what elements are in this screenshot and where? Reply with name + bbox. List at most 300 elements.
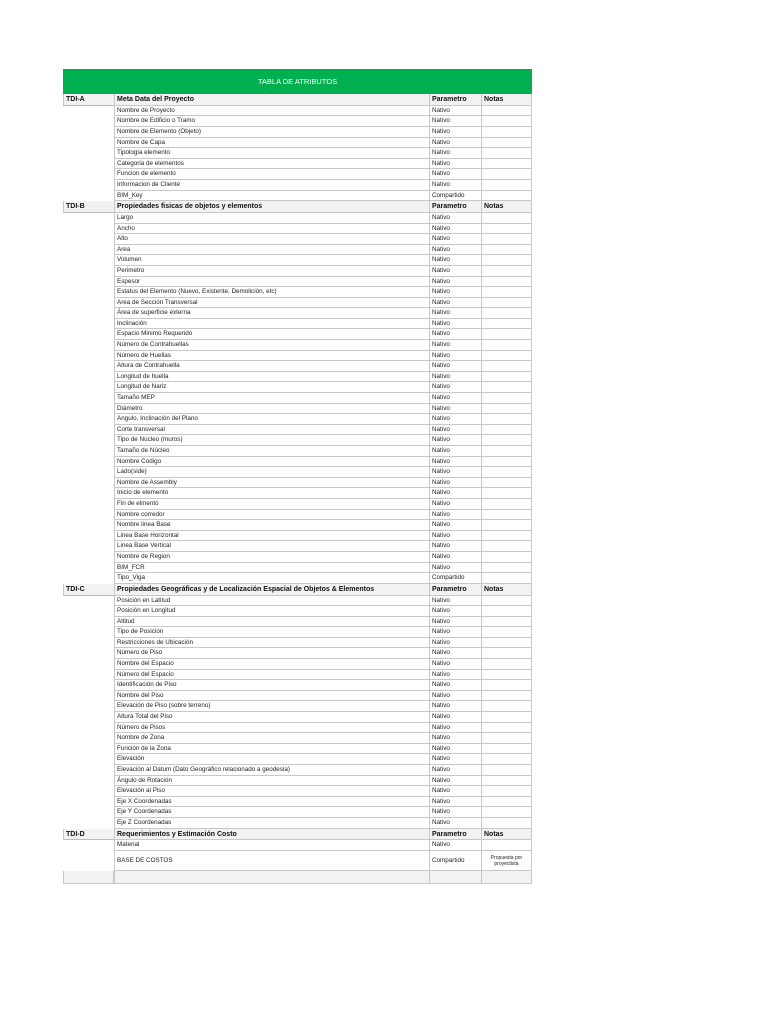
attribute-name: Espacio Minimo Requerido <box>114 329 429 340</box>
attribute-name: Linea Base Vertical <box>114 541 429 552</box>
attribute-name: Fin de elmento <box>114 499 429 510</box>
table-row <box>63 319 532 330</box>
attribute-name: Tamaño de Núcleo <box>114 446 429 457</box>
attribute-name: Altura de Contrahuella <box>114 361 429 372</box>
notes-cell <box>481 520 532 531</box>
notes-cell <box>481 191 532 202</box>
parameter-type: Nativo <box>429 712 481 723</box>
parameter-type: Nativo <box>429 404 481 415</box>
code-cell <box>63 670 114 681</box>
table-row <box>63 670 532 681</box>
attribute-name: Tipo de Núcleo (muros) <box>114 435 429 446</box>
parameter-type: Nativo <box>429 552 481 563</box>
parameter-type: Nativo <box>429 180 481 191</box>
code-cell <box>63 191 114 202</box>
code-cell <box>63 180 114 191</box>
attribute-name: Longitud de Nariz <box>114 382 429 393</box>
table-row <box>63 234 532 245</box>
parameter-type: Nativo <box>429 446 481 457</box>
notes-cell <box>481 659 532 670</box>
notes-cell <box>481 266 532 277</box>
attribute-name: Nombre corredor <box>114 510 429 521</box>
attribute-name: Nombre de Capa <box>114 138 429 149</box>
code-cell <box>63 606 114 617</box>
attribute-name: BASE DE COSTOS <box>114 851 429 871</box>
table-row <box>63 277 532 288</box>
parameter-type: Nativo <box>429 520 481 531</box>
table-row <box>63 116 532 127</box>
notes-cell <box>481 776 532 787</box>
attribute-name: Posición en Latitud <box>114 596 429 607</box>
section-code: TDI-D <box>63 829 114 841</box>
notes-cell <box>481 563 532 574</box>
code-cell <box>63 446 114 457</box>
attribute-name: Corte transversal <box>114 425 429 436</box>
parameter-type: Nativo <box>429 138 481 149</box>
attribute-name: Ancho <box>114 224 429 235</box>
parameter-type: Nativo <box>429 648 481 659</box>
code-cell <box>63 712 114 723</box>
parameter-type: Nativo <box>429 723 481 734</box>
section-code: TDI-C <box>63 584 114 596</box>
attribute-name: Elevación al Piso <box>114 786 429 797</box>
parameter-column-header: Parametro <box>429 829 481 841</box>
notes-cell <box>481 148 532 159</box>
notes-cell <box>481 638 532 649</box>
parameter-type: Nativo <box>429 287 481 298</box>
parameter-type: Nativo <box>429 818 481 829</box>
table-row <box>63 488 532 499</box>
attribute-name: Nombre linea Base <box>114 520 429 531</box>
attribute-name: Número de Contrahuellas <box>114 340 429 351</box>
code-cell <box>63 277 114 288</box>
notes-cell <box>481 138 532 149</box>
code-cell <box>63 329 114 340</box>
parameter-type: Nativo <box>429 245 481 256</box>
code-cell <box>63 733 114 744</box>
attribute-name: Categoria de elementos <box>114 159 429 170</box>
table-row <box>63 617 532 628</box>
parameter-type: Nativo <box>429 298 481 309</box>
notes-cell <box>481 287 532 298</box>
attribute-name: Nombre de Elemento (Objeto) <box>114 127 429 138</box>
code-cell <box>63 659 114 670</box>
table-row <box>63 541 532 552</box>
code-cell <box>63 435 114 446</box>
notes-cell <box>481 372 532 383</box>
parameter-type: Compartido <box>429 573 481 584</box>
notes-cell <box>481 457 532 468</box>
attribute-name: Diámetro <box>114 404 429 415</box>
parameter-type: Nativo <box>429 499 481 510</box>
code-cell <box>63 807 114 818</box>
table-row <box>63 648 532 659</box>
attribute-name: Informacion de Cliente <box>114 180 429 191</box>
notes-cell <box>481 435 532 446</box>
notes-cell <box>481 106 532 117</box>
attribute-name: Linea Base Horizontal <box>114 531 429 542</box>
parameter-type: Nativo <box>429 266 481 277</box>
attribute-name: Angulo, Inclinación del Plano <box>114 414 429 425</box>
parameter-type: Nativo <box>429 488 481 499</box>
table-row <box>63 701 532 712</box>
parameter-type: Nativo <box>429 277 481 288</box>
notes-cell <box>481 393 532 404</box>
parameter-type: Nativo <box>429 457 481 468</box>
attribute-name: Número del Espacio <box>114 670 429 681</box>
code-cell <box>63 531 114 542</box>
attribute-name: Ángulo de Rotación <box>114 776 429 787</box>
notes-cell <box>481 277 532 288</box>
attribute-name: Perimetro <box>114 266 429 277</box>
notes-cell <box>481 531 532 542</box>
notes-cell <box>481 818 532 829</box>
table-row <box>63 245 532 256</box>
parameter-type: Nativo <box>429 596 481 607</box>
parameter-type: Compartido <box>429 851 481 871</box>
notes-cell <box>481 169 532 180</box>
empty-row <box>63 871 532 884</box>
section-heading: Meta Data del Proyecto <box>114 94 429 106</box>
parameter-type: Nativo <box>429 531 481 542</box>
empty-cell <box>114 871 429 884</box>
attribute-name: Material <box>114 840 429 851</box>
table-row <box>63 340 532 351</box>
notes-cell <box>481 404 532 415</box>
table-body <box>63 94 532 871</box>
table-row <box>63 308 532 319</box>
notes-cell <box>481 627 532 638</box>
table-row <box>63 435 532 446</box>
parameter-column-header: Parametro <box>429 94 481 106</box>
code-cell <box>63 754 114 765</box>
code-cell <box>63 723 114 734</box>
table-row <box>63 563 532 574</box>
attribute-name: Volumen <box>114 255 429 266</box>
attribute-name: Número de Piso <box>114 648 429 659</box>
attribute-name: Eje Y Coordenadas <box>114 807 429 818</box>
attributes-table <box>63 69 532 884</box>
section-header-row <box>63 201 532 213</box>
parameter-type: Nativo <box>429 765 481 776</box>
table-row <box>63 510 532 521</box>
parameter-type: Nativo <box>429 361 481 372</box>
attribute-name: Estatus del Elemento (Nuevo, Existente, Demolición, etc) <box>114 287 429 298</box>
parameter-type: Nativo <box>429 414 481 425</box>
notes-cell <box>481 213 532 224</box>
attribute-name: Área de superficie externa <box>114 308 429 319</box>
table-row <box>63 744 532 755</box>
notes-cell <box>481 116 532 127</box>
code-cell <box>63 298 114 309</box>
parameter-type: Nativo <box>429 563 481 574</box>
code-cell <box>63 627 114 638</box>
table-row <box>63 776 532 787</box>
attribute-name: Eje Z Coordenadas <box>114 818 429 829</box>
notes-cell <box>481 807 532 818</box>
attribute-name: Nombre de Assembly <box>114 478 429 489</box>
parameter-type: Nativo <box>429 148 481 159</box>
empty-cell <box>481 871 532 884</box>
parameter-type: Nativo <box>429 776 481 787</box>
notes-column-header: Notas <box>481 584 532 596</box>
code-cell <box>63 425 114 436</box>
parameter-type: Nativo <box>429 786 481 797</box>
notes-cell <box>481 467 532 478</box>
section-code: TDI-B <box>63 201 114 213</box>
notes-cell <box>481 744 532 755</box>
table-title: TABLA DE ATRIBUTOS <box>63 69 532 94</box>
code-cell <box>63 159 114 170</box>
notes-cell <box>481 648 532 659</box>
table-row <box>63 329 532 340</box>
code-cell <box>63 457 114 468</box>
notes-cell <box>481 319 532 330</box>
table-row <box>63 606 532 617</box>
code-cell <box>63 382 114 393</box>
parameter-type: Nativo <box>429 744 481 755</box>
attribute-name: Area de Sección Transversal <box>114 298 429 309</box>
table-row <box>63 573 532 584</box>
code-cell <box>63 414 114 425</box>
table-row <box>63 807 532 818</box>
parameter-type: Nativo <box>429 435 481 446</box>
table-row <box>63 627 532 638</box>
code-cell <box>63 308 114 319</box>
table-row <box>63 169 532 180</box>
parameter-type: Compartido <box>429 191 481 202</box>
code-cell <box>63 701 114 712</box>
table-row <box>63 255 532 266</box>
notes-cell <box>481 340 532 351</box>
parameter-type: Nativo <box>429 754 481 765</box>
code-cell <box>63 573 114 584</box>
parameter-type: Nativo <box>429 308 481 319</box>
code-cell <box>63 552 114 563</box>
code-cell <box>63 797 114 808</box>
attribute-name: Nombre de Proyecto <box>114 106 429 117</box>
notes-cell: Propuesta por proyectista <box>481 851 532 871</box>
code-cell <box>63 372 114 383</box>
empty-cell <box>429 871 481 884</box>
parameter-type: Nativo <box>429 372 481 383</box>
notes-cell <box>481 298 532 309</box>
attribute-name: Espesor <box>114 277 429 288</box>
table-row <box>63 712 532 723</box>
table-row <box>63 298 532 309</box>
parameter-type: Nativo <box>429 159 481 170</box>
code-cell <box>63 467 114 478</box>
code-cell <box>63 680 114 691</box>
code-cell <box>63 776 114 787</box>
parameter-type: Nativo <box>429 224 481 235</box>
code-cell <box>63 234 114 245</box>
code-cell <box>63 744 114 755</box>
code-cell <box>63 596 114 607</box>
code-cell <box>63 127 114 138</box>
table-row <box>63 127 532 138</box>
notes-cell <box>481 414 532 425</box>
notes-cell <box>481 510 532 521</box>
notes-cell <box>481 786 532 797</box>
attribute-name: Tipo de Posición <box>114 627 429 638</box>
table-row <box>63 425 532 436</box>
notes-cell <box>481 425 532 436</box>
section-header-row <box>63 584 532 596</box>
attribute-name: Longitud de huella <box>114 372 429 383</box>
parameter-type: Nativo <box>429 478 481 489</box>
attribute-name: BIM_FCR <box>114 563 429 574</box>
notes-cell <box>481 245 532 256</box>
table-row <box>63 393 532 404</box>
attribute-name: Nombre del Espacio <box>114 659 429 670</box>
parameter-type: Nativo <box>429 510 481 521</box>
code-cell <box>63 224 114 235</box>
parameter-type: Nativo <box>429 127 481 138</box>
notes-cell <box>481 606 532 617</box>
code-cell <box>63 786 114 797</box>
table-row <box>63 287 532 298</box>
parameter-type: Nativo <box>429 541 481 552</box>
attribute-name: Elevación <box>114 754 429 765</box>
code-cell <box>63 138 114 149</box>
attribute-name: Nombre Codigo <box>114 457 429 468</box>
table-row <box>63 691 532 702</box>
attribute-name: Lado(side) <box>114 467 429 478</box>
table-row <box>63 765 532 776</box>
attribute-name: Número de Pisos <box>114 723 429 734</box>
notes-column-header: Notas <box>481 829 532 841</box>
table-row <box>63 797 532 808</box>
attribute-name: Altura Total del Piso <box>114 712 429 723</box>
parameter-type: Nativo <box>429 213 481 224</box>
parameter-type: Nativo <box>429 733 481 744</box>
attribute-name: Elevación al Datum (Dato Geográfico relacionado a geodesia) <box>114 765 429 776</box>
attribute-name: Nombre del Piso <box>114 691 429 702</box>
parameter-type: Nativo <box>429 340 481 351</box>
code-cell <box>63 106 114 117</box>
notes-cell <box>481 351 532 362</box>
attribute-name: BIM_Key <box>114 191 429 202</box>
parameter-column-header: Parametro <box>429 201 481 213</box>
table-row <box>63 659 532 670</box>
parameter-type: Nativo <box>429 169 481 180</box>
code-cell <box>63 638 114 649</box>
code-cell <box>63 563 114 574</box>
notes-cell <box>481 159 532 170</box>
parameter-type: Nativo <box>429 606 481 617</box>
parameter-type: Nativo <box>429 680 481 691</box>
parameter-type: Nativo <box>429 351 481 362</box>
table-row <box>63 213 532 224</box>
notes-cell <box>481 127 532 138</box>
notes-cell <box>481 488 532 499</box>
notes-cell <box>481 573 532 584</box>
notes-cell <box>481 446 532 457</box>
attribute-name: Elevación de Piso (sobre terreno) <box>114 701 429 712</box>
attribute-name: Inclinación <box>114 319 429 330</box>
code-cell <box>63 287 114 298</box>
table-row <box>63 404 532 415</box>
parameter-type: Nativo <box>429 319 481 330</box>
code-cell <box>63 404 114 415</box>
code-cell <box>63 319 114 330</box>
table-row <box>63 754 532 765</box>
table-row <box>63 596 532 607</box>
parameter-type: Nativo <box>429 638 481 649</box>
section-code: TDI-A <box>63 94 114 106</box>
code-cell <box>63 691 114 702</box>
section-heading: Propiedades Geográficas y de Localización Espacial de Objetos & Elementos <box>114 584 429 596</box>
code-cell <box>63 520 114 531</box>
table-row <box>63 478 532 489</box>
parameter-type: Nativo <box>429 617 481 628</box>
parameter-type: Nativo <box>429 701 481 712</box>
table-row <box>63 457 532 468</box>
table-row <box>63 148 532 159</box>
parameter-type: Nativo <box>429 659 481 670</box>
table-row <box>63 467 532 478</box>
table-row <box>63 638 532 649</box>
parameter-type: Nativo <box>429 116 481 127</box>
notes-cell <box>481 596 532 607</box>
code-cell <box>63 617 114 628</box>
notes-column-header: Notas <box>481 201 532 213</box>
table-row <box>63 382 532 393</box>
table-row <box>63 159 532 170</box>
code-cell <box>63 840 114 851</box>
notes-cell <box>481 691 532 702</box>
notes-cell <box>481 361 532 372</box>
empty-cell <box>63 871 114 884</box>
notes-cell <box>481 552 532 563</box>
code-cell <box>63 488 114 499</box>
attribute-name: Funcion de elemento <box>114 169 429 180</box>
code-cell <box>63 478 114 489</box>
attribute-name: Inicio de elemento <box>114 488 429 499</box>
code-cell <box>63 213 114 224</box>
table-row <box>63 552 532 563</box>
attribute-name: Identificación de Piso <box>114 680 429 691</box>
parameter-column-header: Parametro <box>429 584 481 596</box>
table-row <box>63 723 532 734</box>
notes-cell <box>481 797 532 808</box>
notes-cell <box>481 733 532 744</box>
notes-cell <box>481 224 532 235</box>
table-row <box>63 818 532 829</box>
code-cell <box>63 541 114 552</box>
table-row <box>63 840 532 851</box>
attribute-name: Eje X Coordenadas <box>114 797 429 808</box>
attribute-name: Nombre de Region <box>114 552 429 563</box>
code-cell <box>63 169 114 180</box>
parameter-type: Nativo <box>429 255 481 266</box>
code-cell <box>63 510 114 521</box>
parameter-type: Nativo <box>429 467 481 478</box>
code-cell <box>63 648 114 659</box>
section-heading: Propiedades fisicas de objetos y elementos <box>114 201 429 213</box>
attribute-name: Tamaño MEP <box>114 393 429 404</box>
code-cell <box>63 351 114 362</box>
notes-cell <box>481 765 532 776</box>
table-row <box>63 191 532 202</box>
notes-cell <box>481 382 532 393</box>
table-row <box>63 851 532 871</box>
code-cell <box>63 393 114 404</box>
parameter-type: Nativo <box>429 106 481 117</box>
parameter-type: Nativo <box>429 393 481 404</box>
table-row <box>63 680 532 691</box>
